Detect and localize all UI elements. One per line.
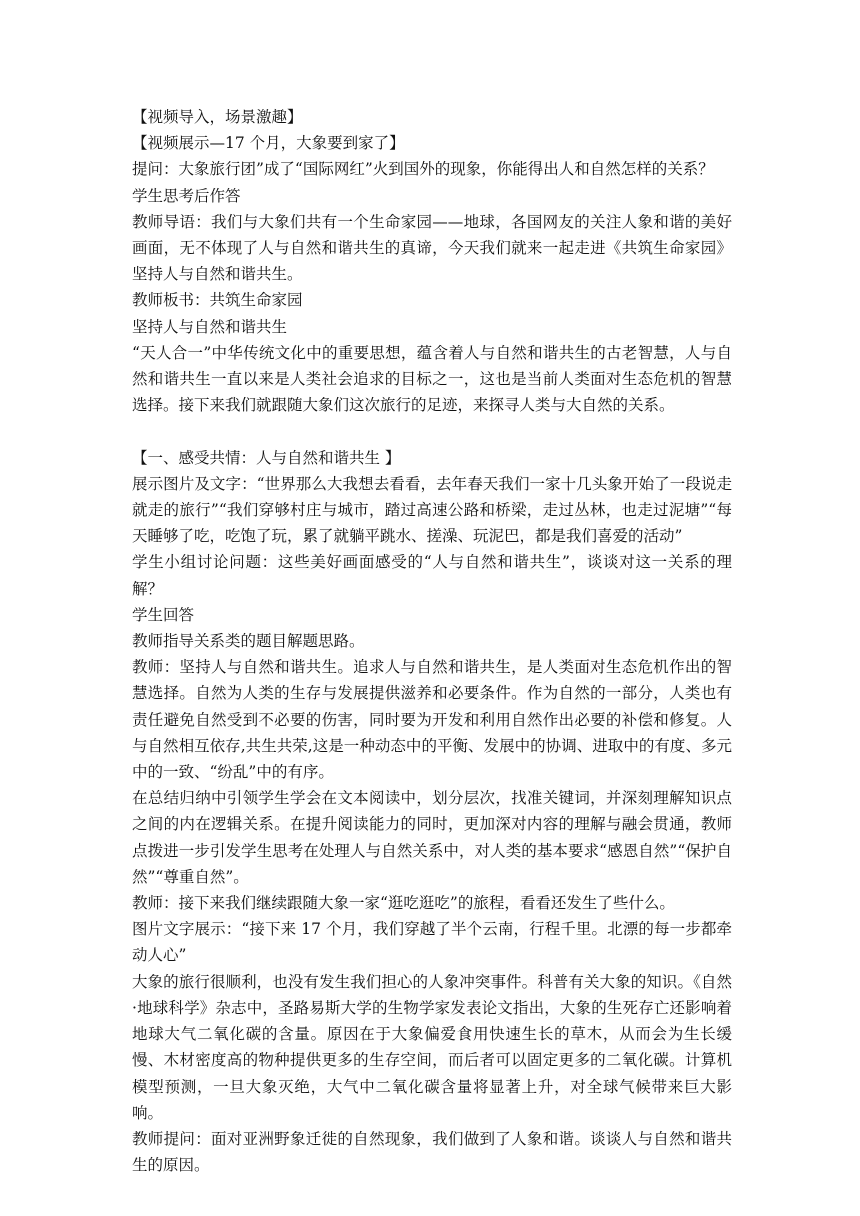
image-text-display-paragraph-2: 图片文字展示：“接下来 17 个月，我们穿越了半个云南，行程千里。北漂的每一步都牵动人心” (132, 920, 732, 965)
teacher-guidance-note: 教师指导关系类的题目解题思路。 (132, 632, 365, 651)
teacher-intro-paragraph: 教师导语：我们与大象们共有一个生命家园——地球，各国网友的关注人象和谐的美好画面，无不体现了人与自然和谐共生的真谛，今天我们就来一起走进《共筑生命家园》坚持人与自然和谐共生。 (132, 212, 732, 284)
student-response-note: 学生思考后作答 (132, 186, 241, 205)
section-heading-video-intro: 【视频导入，场景激趣】 (132, 108, 303, 126)
video-title: 【视频展示—17 个月，大象要到家了】 (132, 134, 405, 153)
group-discussion-paragraph: 学生小组讨论问题：这些美好画面感受的“人与自然和谐共生”，谈谈对这一关系的理解？ (132, 553, 732, 598)
teacher-question-paragraph: 教师提问：面对亚洲野象迁徙的自然现象，我们做到了人象和谐。谈谈人与自然和谐共生的原因。 (132, 1129, 732, 1175)
blank-line (132, 418, 732, 444)
blackboard-subtitle: 坚持人与自然和谐共生 (132, 317, 288, 336)
teacher-explanation-paragraph: 教师：坚持人与自然和谐共生。追求人与自然和谐共生，是人类面对生态危机作出的智慧选择。自然为人类的生存与发展提供滋养和必要条件。作为自然的一部分，人类也有责任避免自然受到不必要的伤害，同时要为开发和利用自然作出必要的补偿和修复。人与自然相互依存,共生共荣,这是一种动态中的平衡、发展中的协调、进取中的有度、多元中的一致、“纷乱”中的有序。 (132, 658, 732, 782)
question-paragraph: 提问：大象旅行团”成了“国际网红”火到国外的现象，你能得出人和自然怎样的关系？ (132, 160, 714, 179)
blackboard-title: 教师板书：共筑生命家园 (132, 291, 303, 310)
teacher-transition-paragraph: 教师：接下来我们继续跟随大象一家“逛吃逛吃”的旅程，看看还发生了些什么。 (132, 894, 675, 913)
summary-paragraph: 在总结归纳中引领学生学会在文本阅读中，划分层次，找准关键词，并深刻理解知识点之间的内在逻辑关系。在提升阅读能力的同时，更加深对内容的理解与融会贯通，教师点拨进一步引发学生思考在处理人与自然关系中，对人类的基本要求“感恩自然”“保护自然”“尊重自然”。 (132, 789, 732, 886)
student-answer-note: 学生回答 (132, 605, 195, 624)
section-heading-part-one: 【一、感受共情：人与自然和谐共生 】 (132, 448, 401, 467)
document-page (132, 104, 732, 1178)
elephant-science-paragraph: 大象的旅行很顺利，也没有发生我们担心的人象冲突事件。科普有关大象的知识。《自然·地球科学》杂志中，圣路易斯大学的生物学家发表论文指出，大象的生死存亡还影响着地球大气二氧化碳的含量。原因在于大象偏爱食用快速生长的草木，从而会为生长缓慢、木材密度高的物种提供更多的生存空间，而后者可以固定更多的二氧化碳。计算机模型预测，一旦大象灭绝，大气中二氧化碳含量将显著上升，对全球气候带来巨大影响。 (132, 972, 732, 1122)
image-text-display-paragraph: 展示图片及文字：“世界那么大我想去看看，去年春天我们一家十几头象开始了一段说走就走的旅行”“我们穿够村庄与城市，踏过高速公路和桥梁，走过丛林，也走过泥塘”“每天睡够了吃，吃饱了玩，累了就躺平跳水、搓澡、玩泥巴，都是我们喜爱的活动” (132, 474, 732, 546)
harmony-paragraph: “天人合一”中华传统文化中的重要思想，蕴含着人与自然和谐共生的古老智慧，人与自然和谐共生一直以来是人类社会追求的目标之一，这也是当前人类面对生态危机的智慧选择。接下来我们就跟随大象们这次旅行的足迹，来探寻人类与大自然的关系。 (132, 343, 732, 415)
